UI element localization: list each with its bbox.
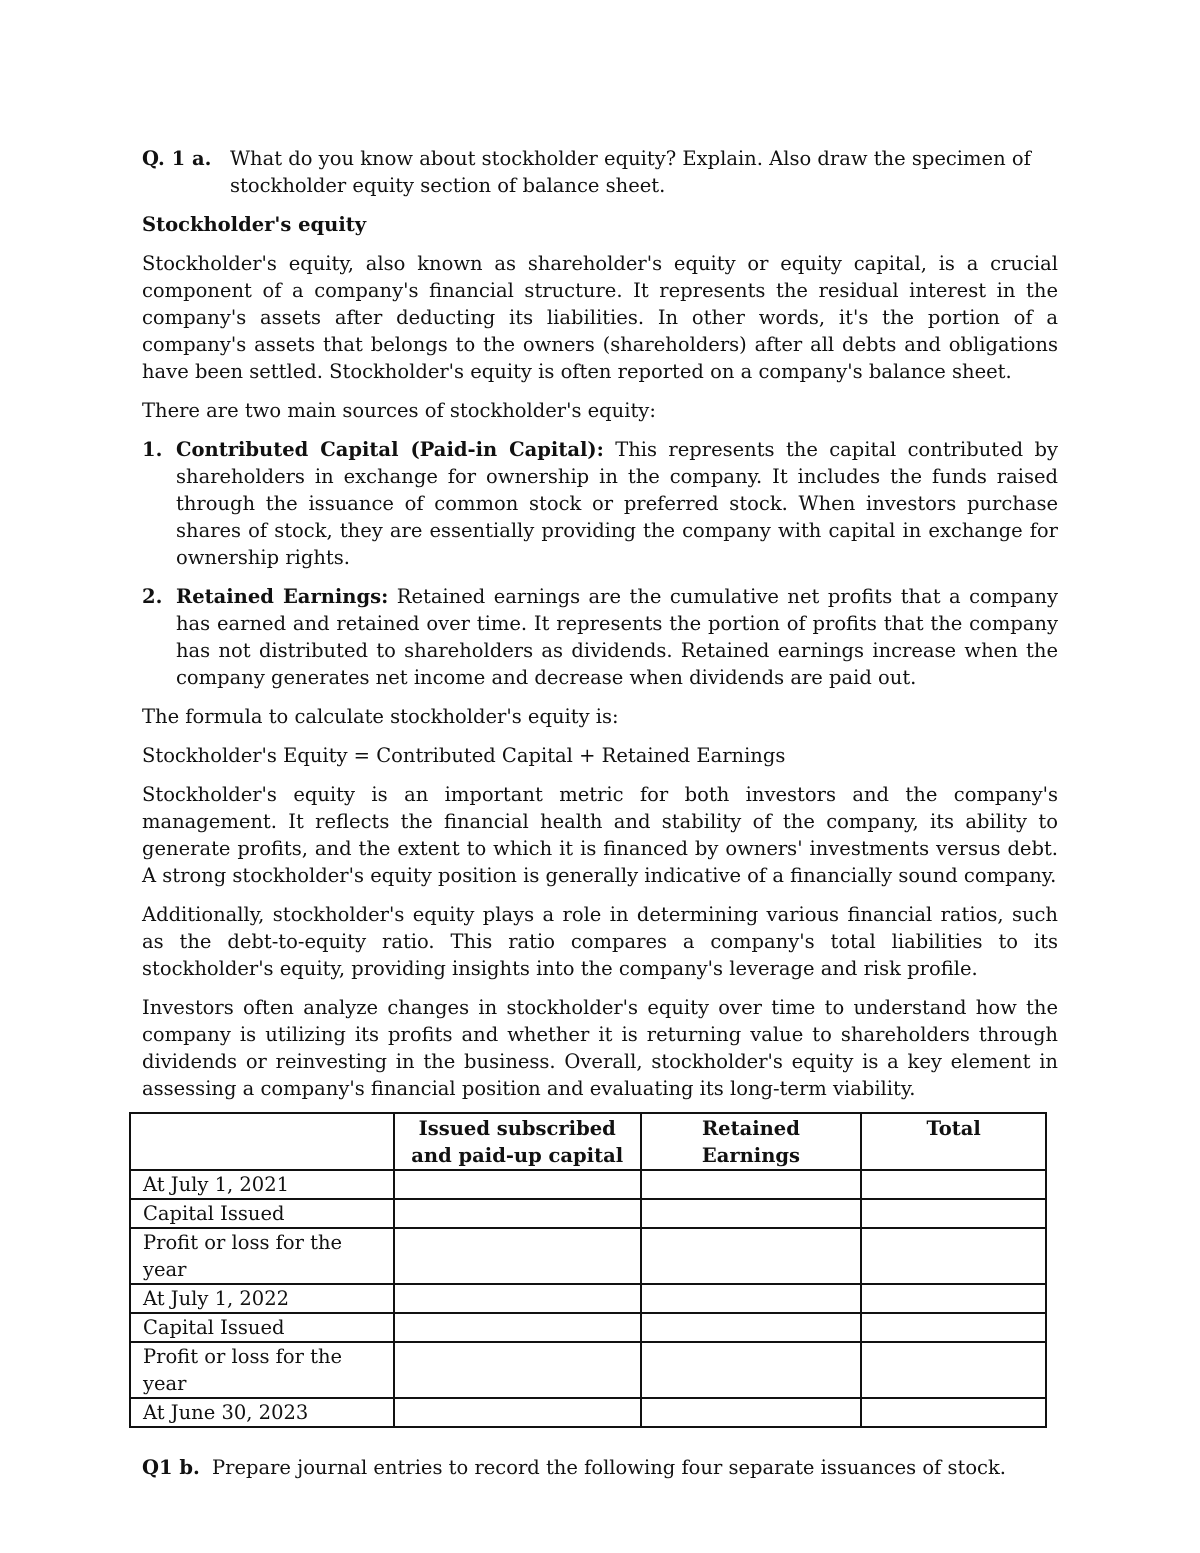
list-item-number: 1.	[142, 438, 163, 461]
table-cell	[394, 1342, 641, 1398]
question-1a	[142, 145, 1058, 199]
table-header-row	[130, 1113, 1046, 1170]
table-cell-label: Capital Issued	[130, 1199, 394, 1228]
equity-statement-table	[129, 1112, 1047, 1428]
formula: Stockholder's Equity = Contributed Capital + Retained Earnings	[142, 744, 786, 767]
table-row	[130, 1284, 1046, 1313]
table-cell	[861, 1228, 1046, 1284]
question-1b-label: Q1 b.	[142, 1456, 200, 1479]
table-cell	[394, 1170, 641, 1199]
section-title: Stockholder's equity	[142, 213, 367, 236]
table-cell	[641, 1199, 862, 1228]
table-cell	[394, 1313, 641, 1342]
table-cell	[861, 1313, 1046, 1342]
table-cell	[861, 1342, 1046, 1398]
table-row	[130, 1170, 1046, 1199]
table-cell	[861, 1170, 1046, 1199]
list-item-term: Retained Earnings:	[176, 585, 389, 608]
table-row	[130, 1342, 1046, 1398]
question-1b	[142, 1454, 1058, 1481]
list-item-body	[176, 583, 1058, 691]
list-item-retained-earnings	[142, 583, 1058, 691]
table-cell-label: At July 1, 2021	[130, 1170, 394, 1199]
table-cell	[641, 1342, 862, 1398]
paragraph-intro: Stockholder's equity, also known as shareholder's equity or equity capital, is a crucial component of a company's financial structure. It represents the residual interest in the company's assets after deducting its liabilities. In other words, it's the portion of a company's assets that belongs to the owners (shareholders) after all debts and obligations have been settled. Stockholder's equity is often reported on a company's balance sheet.	[142, 252, 1058, 383]
list-item-text: This represents the capital contributed by shareholders in exchange for ownership in the company. It includes the funds raised through the issuance of common stock or preferred stock. When investors purchase shares of stock, they are essentially providing the company with capital in exchange for ownership rights.	[176, 438, 1059, 569]
table-row	[130, 1398, 1046, 1427]
list-item-body	[176, 436, 1058, 571]
paragraph-formula-intro: The formula to calculate stockholder's equity is:	[142, 705, 619, 728]
table-cell	[861, 1284, 1046, 1313]
table-cell	[641, 1284, 862, 1313]
table-header-cell	[130, 1113, 394, 1170]
document-page	[142, 145, 1058, 1481]
paragraph-sources: There are two main sources of stockholder's equity:	[142, 399, 656, 422]
table-cell	[641, 1398, 862, 1427]
table-header-cell: Total	[861, 1113, 1046, 1170]
question-1b-text: Prepare journal entries to record the following four separate issuances of stock.	[212, 1456, 1006, 1479]
question-1a-text: What do you know about stockholder equity? Explain. Also draw the specimen of stockholder equity section of balance sheet.	[230, 147, 1031, 197]
table-cell	[394, 1228, 641, 1284]
paragraph-importance: Stockholder's equity is an important metric for both investors and the company's management. It reflects the financial health and stability of the company, its ability to generate profits, and the extent to which it is financed by owners' investments versus debt. A strong stockholder's equity position is generally indicative of a financially sound company.	[142, 783, 1058, 887]
table-cell	[641, 1313, 862, 1342]
table-cell	[394, 1284, 641, 1313]
table-cell-label: Profit or loss for the year	[130, 1228, 394, 1284]
list-item-term: Contributed Capital (Paid-in Capital):	[176, 438, 604, 461]
list-item-contributed-capital	[142, 436, 1058, 571]
table-row	[130, 1228, 1046, 1284]
list-item-number: 2.	[142, 585, 163, 608]
list-item-text: Retained earnings are the cumulative net profits that a company has earned and retained over time. It represents the portion of profits that the company has not distributed to shareholders as dividends. Retained earnings increase when the company generates net income and decrease when dividends are paid out.	[176, 585, 1058, 689]
table-row	[130, 1199, 1046, 1228]
table-cell	[641, 1228, 862, 1284]
table-cell	[641, 1170, 862, 1199]
table-cell	[861, 1199, 1046, 1228]
question-1a-label: Q. 1 a.	[142, 147, 212, 170]
table-header-cell: Issued subscribed and paid-up capital	[394, 1113, 641, 1170]
table-cell-label: Profit or loss for the year	[130, 1342, 394, 1398]
table-row	[130, 1313, 1046, 1342]
table-cell-label: Capital Issued	[130, 1313, 394, 1342]
paragraph-ratios: Additionally, stockholder's equity plays a role in determining various financial ratios, such as the debt-to-equity ratio. This ratio compares a company's total liabilities to its stockholder's equity, providing insights into the company's leverage and risk profile.	[142, 903, 1058, 980]
table-cell	[861, 1398, 1046, 1427]
table-cell	[394, 1199, 641, 1228]
table-header-cell: Retained Earnings	[641, 1113, 862, 1170]
table-cell-label: At June 30, 2023	[130, 1398, 394, 1427]
table-cell	[394, 1398, 641, 1427]
table-cell-label: At July 1, 2022	[130, 1284, 394, 1313]
paragraph-investors: Investors often analyze changes in stockholder's equity over time to understand how the company is utilizing its profits and whether it is returning value to shareholders through dividends or reinvesting in the business. Overall, stockholder's equity is a key element in assessing a company's financial position and evaluating its long-term viability.	[142, 996, 1058, 1100]
